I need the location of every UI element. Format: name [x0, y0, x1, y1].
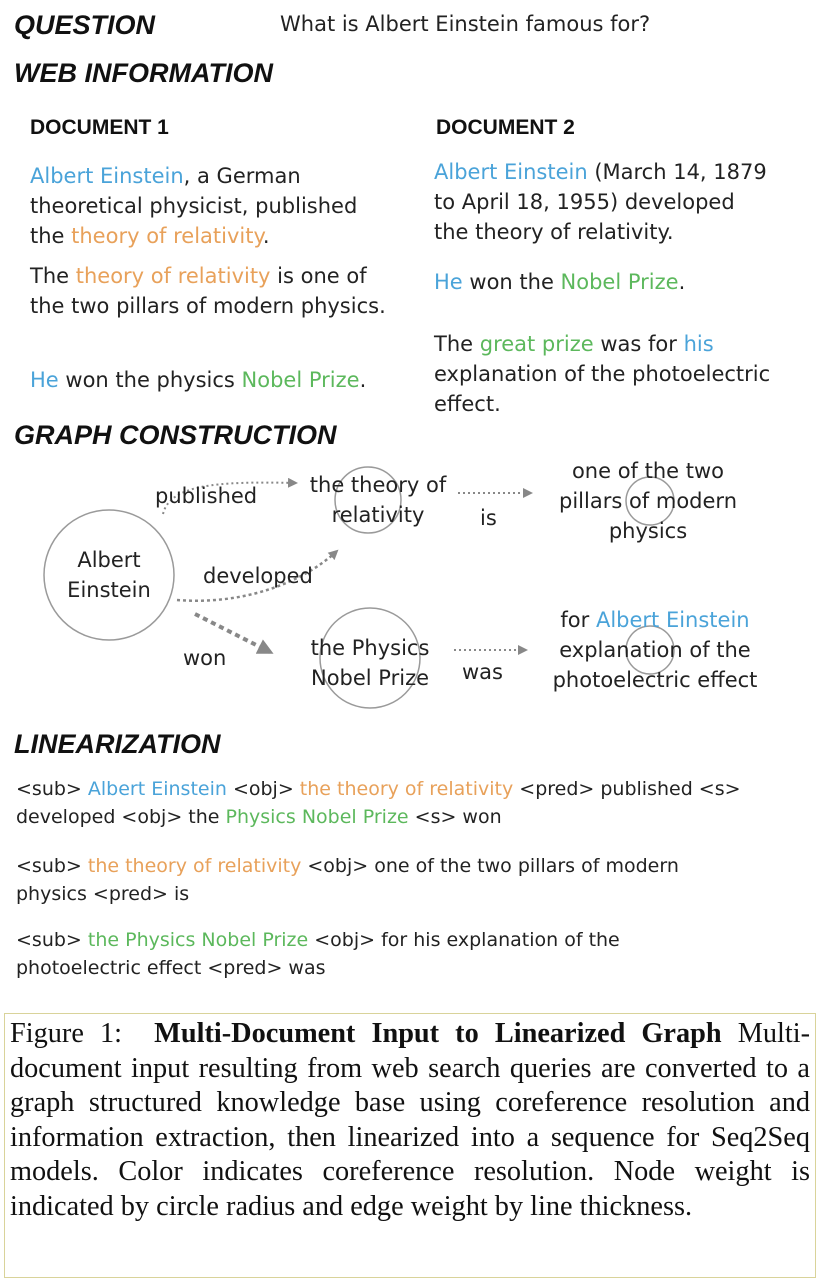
web-information-heading: WEB INFORMATION: [14, 58, 273, 88]
figure-caption: [10, 1017, 810, 1224]
document-1-sentence-2: The theory of relativity is one of the two pillars of modern physics.: [30, 264, 386, 318]
node-theory: the theory of relativity: [309, 473, 447, 527]
entity-theory: theory of relativity: [71, 224, 263, 248]
question-heading: QUESTION: [14, 10, 156, 40]
entity-prize: Nobel Prize: [241, 368, 360, 392]
linearization-heading: LINEARIZATION: [14, 729, 221, 759]
caption-prefix: Figure 1:: [10, 1018, 122, 1049]
node-pillars: one of the two pillars of modern physics: [559, 459, 737, 543]
linearization-sequence-3: <sub> the Physics Nobel Prize <obj> for his explanation of the photoelectric effect <pred> was: [16, 929, 620, 979]
entity-prize: great prize: [479, 332, 594, 356]
entity-einstein: Albert Einstein: [434, 160, 588, 184]
edge-label-is: is: [480, 506, 497, 530]
edge-label-won: won: [183, 646, 227, 670]
document-2-sentence-1: Albert Einstein (March 14, 1879 to April 18, 1955) developed the theory of relativity.: [434, 160, 767, 244]
entity-einstein: He: [434, 270, 463, 294]
node-prize: the Physics Nobel Prize: [310, 636, 430, 690]
entity-prize: Nobel Prize: [560, 270, 679, 294]
caption-title: Multi-Document Input to Linearized Graph: [154, 1018, 722, 1049]
linearization-sequence-2: <sub> the theory of relativity <obj> one of the two pillars of modern physics <pred> is: [16, 855, 679, 905]
question-text: What is Albert Einstein famous for?: [280, 12, 651, 36]
entity-einstein: He: [30, 368, 59, 392]
entity-einstein: Albert Einstein: [30, 164, 184, 188]
document-1-sentence-3: He won the physics Nobel Prize.: [30, 368, 367, 392]
node-explanation: for Albert Einstein explanation of the photoelectric effect: [552, 608, 758, 692]
node-einstein: Albert Einstein: [67, 548, 151, 602]
document-2-sentence-2: He won the Nobel Prize.: [434, 270, 686, 294]
document-2-title: DOCUMENT 2: [436, 116, 575, 139]
graph-construction-heading: GRAPH CONSTRUCTION: [14, 420, 337, 450]
entity-theory: theory of relativity: [75, 264, 271, 288]
edge-label-was: was: [462, 660, 503, 684]
document-1-sentence-1: Albert Einstein, a German theoretical physicist, published the theory of relativity.: [30, 164, 358, 248]
caption-body: Multi-document input resulting from web search queries are converted to a graph structured knowledge base using coreference resolution and information extraction, then linearized into a sequence for Seq2Seq models. Color indicates coreference resolution. Node weight is indicated by circle radius and edge weight by line thickness.: [10, 1018, 811, 1222]
document-2-sentence-3: The great prize was for his explanation of the photoelectric effect.: [434, 332, 771, 416]
edge-label-published: published: [155, 484, 258, 508]
linearization-sequence-1: <sub> Albert Einstein <obj> the theory of relativity <pred> published <s> developed <obj> the Physics Nobel Prize <s> won: [16, 778, 741, 828]
entity-einstein: his: [683, 332, 714, 356]
document-1-title: DOCUMENT 1: [30, 116, 169, 139]
edge-label-developed: developed: [203, 564, 313, 588]
